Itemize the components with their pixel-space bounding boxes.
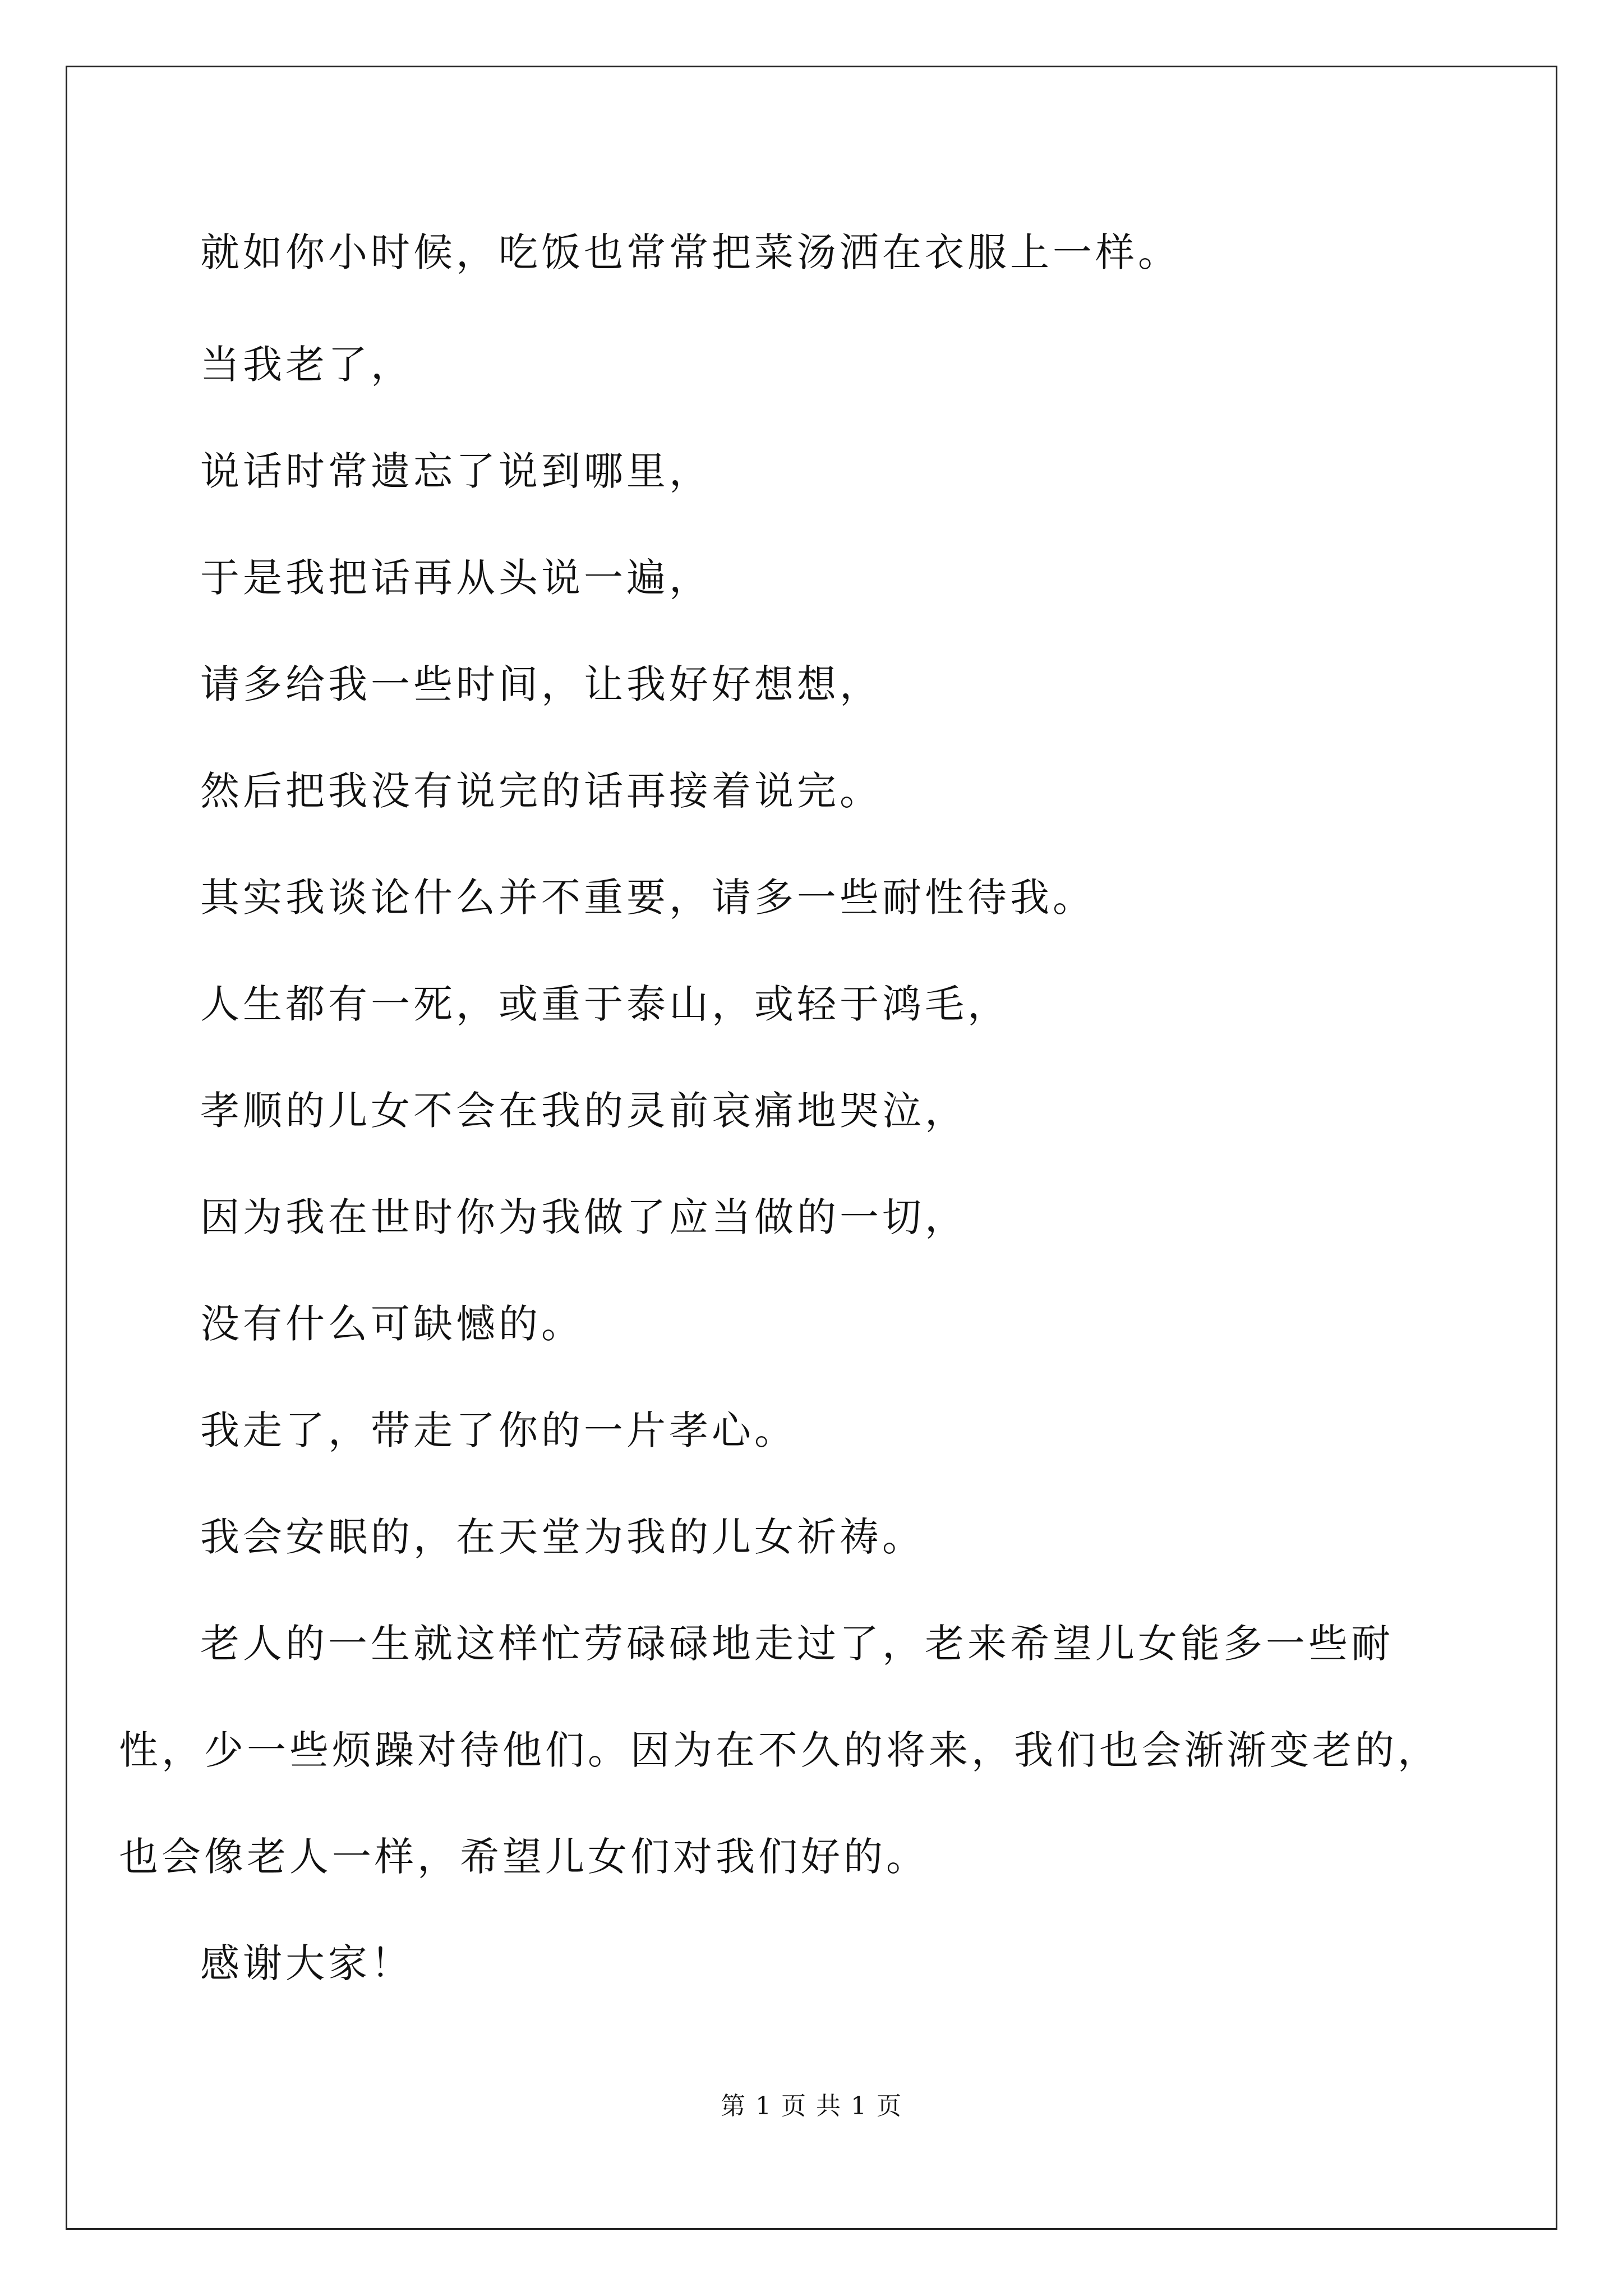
text-line: 然后把我没有说完的话再接着说完。 [200,768,882,814]
text-line: 当我老了， [200,342,413,388]
text-line: 于是我把话再从头说一遍， [200,555,712,601]
paragraph-line: 老人的一生就这样忙劳碌碌地走过了，老来希望儿女能多一些耐 [200,1621,1394,1667]
page-border [66,66,1557,2230]
text-line: 我走了，带走了你的一片孝心。 [200,1407,797,1453]
text-line: 说话时常遗忘了说到哪里， [200,448,712,494]
text-line: 因为我在世时你为我做了应当做的一切， [200,1194,967,1240]
text-line: 我会安眠的，在天堂为我的儿女祈祷。 [200,1514,925,1560]
closing-line: 感谢大家！ [200,1940,413,1986]
text-line: 孝顺的儿女不会在我的灵前哀痛地哭泣， [200,1088,967,1134]
paragraph-line: 也会像老人一样，希望儿女们对我们好的。 [119,1834,929,1880]
text-line: 其实我谈论什么并不重要，请多一些耐性待我。 [200,875,1095,921]
paragraph-line: 性，少一些烦躁对待他们。因为在不久的将来，我们也会渐渐变老的， [119,1727,1440,1773]
text-line: 就如你小时候，吃饭也常常把菜汤洒在衣服上一样。 [200,229,1181,275]
text-line: 请多给我一些时间，让我好好想想， [200,661,882,707]
text-line: 没有什么可缺憾的。 [200,1301,584,1347]
text-line: 人生都有一死，或重于泰山，或轻于鸿毛， [200,981,1010,1027]
page-number-footer: 第 1 页 共 1 页 [721,2092,902,2120]
